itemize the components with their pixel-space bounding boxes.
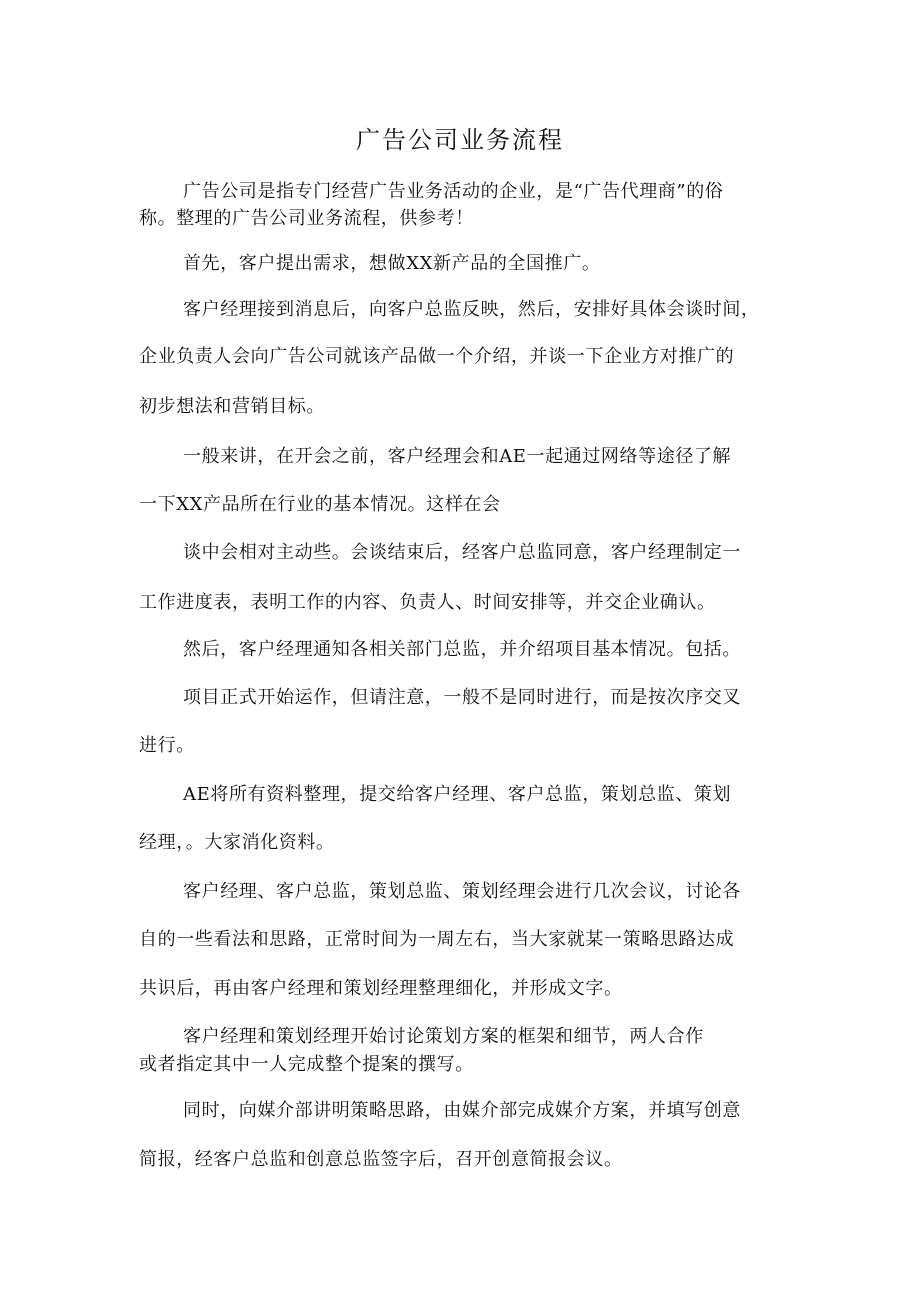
paragraph-line: 工作进度表，表明工作的内容、负责人、时间安排等，并交企业确认。	[139, 592, 716, 613]
paragraph-line: 一般来讲，在开会之前，客户经理会和AE一起通过网络等途径了解	[183, 446, 732, 467]
paragraph-line: 广告公司是指专门经营广告业务活动的企业，是“广告代理商”的俗	[183, 181, 724, 202]
paragraph-line: 自的一些看法和思路，正常时间为一周左右，当大家就某一策略思路达成	[139, 929, 735, 950]
paragraph-line: 进行。	[139, 735, 195, 756]
paragraph-line: 企业负责人会向广告公司就该产品做一个介绍，并谈一下企业方对推广的	[139, 346, 735, 367]
paragraph-line: 谈中会相对主动些。会谈结束后，经客户总监同意，客户经理制定一	[183, 542, 741, 563]
paragraph-line: 简报，经客户总监和创意总监签字后，召开创意简报会议。	[139, 1149, 623, 1170]
paragraph-line: 称。整理的广告公司业务流程，供参考！	[139, 208, 474, 229]
paragraph-line: 一下XX产品所在行业的基本情况。这样在会	[139, 494, 501, 515]
paragraph-line: 首先，客户提出需求，想做XX新产品的全国推广。	[183, 253, 601, 274]
paragraph-line: 或者指定其中一人完成整个提案的撰写。	[139, 1054, 474, 1075]
paragraph-line: 客户经理接到消息后，向客户总监反映，然后，安排好具体会谈时间，	[183, 299, 760, 320]
paragraph-line: 经理，。大家消化资料。	[139, 832, 335, 853]
document-title: 广告公司业务流程	[356, 126, 564, 154]
paragraph-line: AE将所有资料整理，提交给客户经理、客户总监，策划总监、策划	[183, 784, 732, 805]
paragraph-line: 然后，客户经理通知各相关部门总监，并介绍项目基本情况。包括。	[183, 639, 741, 660]
paragraph-line: 客户经理、客户总监，策划总监、策划经理会进行几次会议，讨论各	[183, 881, 741, 902]
paragraph-line: 初步想法和营销目标。	[139, 396, 325, 417]
paragraph-line: 项目正式开始运作，但请注意，一般不是同时进行，而是按次序交叉	[183, 687, 741, 708]
paragraph-line: 客户经理和策划经理开始讨论策划方案的框架和细节，两人合作	[183, 1026, 704, 1047]
paragraph-line: 共识后，再由客户经理和策划经理整理细化，并形成文字。	[139, 978, 623, 999]
paragraph-line: 同时，向媒介部讲明策略思路，由媒介部完成媒介方案，并填写创意	[183, 1100, 741, 1121]
